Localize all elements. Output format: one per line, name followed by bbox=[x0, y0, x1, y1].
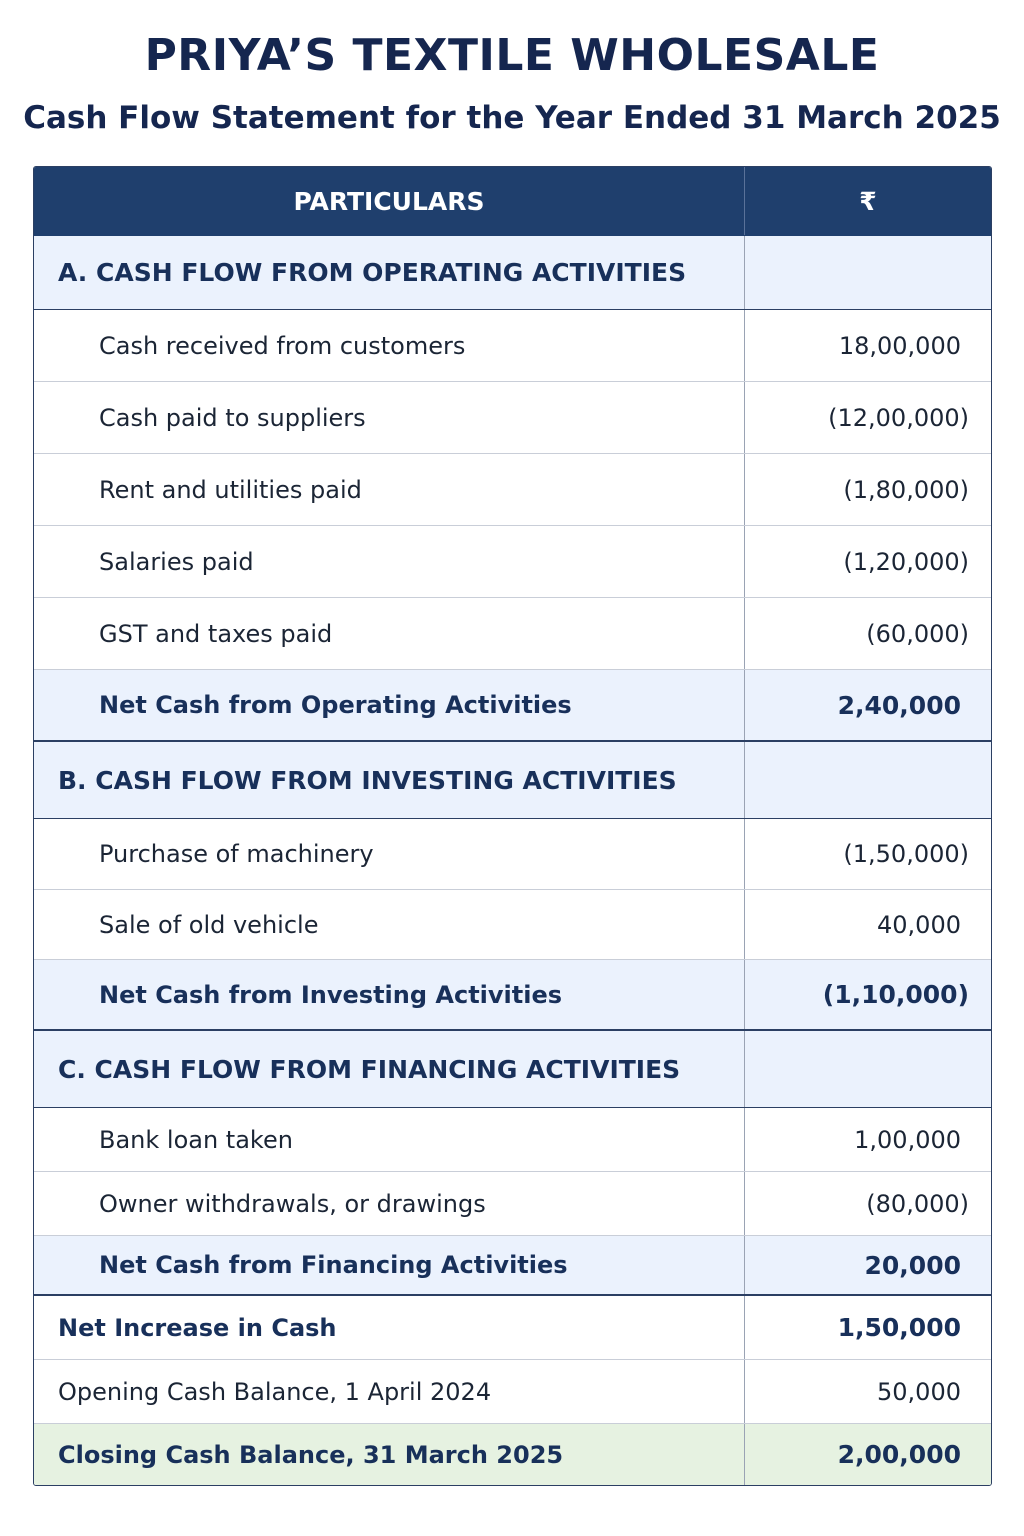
row-label: Cash received from customers bbox=[34, 310, 745, 381]
opening-balance-row bbox=[34, 1360, 991, 1424]
section-investing-heading bbox=[34, 742, 991, 819]
closing-balance-row bbox=[34, 1424, 991, 1485]
row-amount: (12,00,000) bbox=[828, 403, 969, 432]
row-amount: (1,50,000) bbox=[843, 840, 969, 868]
header-particulars: PARTICULARS bbox=[34, 167, 745, 235]
page-title: PRIYA’S TEXTILE WHOLESALE bbox=[144, 30, 880, 81]
table-row bbox=[34, 890, 991, 960]
page-subtitle: Cash Flow Statement for the Year Ended 31 March 2025 bbox=[23, 100, 1001, 136]
subtotal-financing-row bbox=[34, 1236, 991, 1296]
row-amount: (1,80,000) bbox=[843, 475, 969, 504]
table-row bbox=[34, 598, 991, 670]
closing-balance-label: Closing Cash Balance, 31 March 2025 bbox=[34, 1424, 745, 1485]
section-financing-heading bbox=[34, 1031, 991, 1108]
table-row bbox=[34, 454, 991, 526]
cash-flow-table bbox=[33, 166, 992, 1486]
header-amount: ₹ bbox=[859, 186, 877, 216]
opening-balance-label: Opening Cash Balance, 1 April 2024 bbox=[34, 1360, 745, 1423]
section-label: C. CASH FLOW FROM FINANCING ACTIVITIES bbox=[34, 1031, 745, 1107]
table-row bbox=[34, 382, 991, 454]
row-amount: (60,000) bbox=[866, 619, 969, 648]
row-label: Rent and utilities paid bbox=[34, 454, 745, 525]
table-row bbox=[34, 1172, 991, 1236]
row-amount: 40,000 bbox=[877, 910, 961, 939]
net-increase-label: Net Increase in Cash bbox=[34, 1296, 745, 1359]
table-row bbox=[34, 819, 991, 890]
subtotal-label: Net Cash from Financing Activities bbox=[34, 1236, 745, 1294]
subtotal-amount: (1,10,000) bbox=[822, 980, 969, 1009]
table-row bbox=[34, 310, 991, 382]
table-row bbox=[34, 526, 991, 598]
net-increase-amount: 1,50,000 bbox=[837, 1313, 961, 1342]
subtotal-investing-row bbox=[34, 960, 991, 1031]
row-label: Bank loan taken bbox=[34, 1108, 745, 1171]
row-label: Sale of old vehicle bbox=[34, 890, 745, 959]
section-amount-empty bbox=[745, 236, 991, 309]
subtotal-amount: 20,000 bbox=[864, 1250, 961, 1280]
row-amount: 18,00,000 bbox=[838, 331, 961, 360]
table-row bbox=[34, 1108, 991, 1172]
row-label: Owner withdrawals, or drawings bbox=[34, 1172, 745, 1235]
table-header-row bbox=[34, 167, 991, 236]
subtotal-label: Net Cash from Investing Activities bbox=[34, 960, 745, 1029]
section-label: B. CASH FLOW FROM INVESTING ACTIVITIES bbox=[34, 742, 745, 818]
row-amount: (80,000) bbox=[866, 1189, 969, 1218]
subtotal-amount: 2,40,000 bbox=[837, 690, 961, 720]
subtotal-operating-row bbox=[34, 670, 991, 742]
row-label: GST and taxes paid bbox=[34, 598, 745, 669]
row-label: Purchase of machinery bbox=[34, 819, 745, 889]
net-increase-row bbox=[34, 1296, 991, 1360]
opening-balance-amount: 50,000 bbox=[877, 1377, 961, 1406]
row-label: Salaries paid bbox=[34, 526, 745, 597]
section-amount-empty bbox=[745, 1031, 991, 1107]
section-label: A. CASH FLOW FROM OPERATING ACTIVITIES bbox=[34, 236, 745, 309]
row-amount: 1,00,000 bbox=[854, 1125, 961, 1154]
subtotal-label: Net Cash from Operating Activities bbox=[34, 670, 745, 740]
row-amount: (1,20,000) bbox=[843, 547, 969, 576]
section-amount-empty bbox=[745, 742, 991, 818]
row-label: Cash paid to suppliers bbox=[34, 382, 745, 453]
closing-balance-amount: 2,00,000 bbox=[837, 1440, 961, 1469]
section-operating-heading bbox=[34, 236, 991, 310]
